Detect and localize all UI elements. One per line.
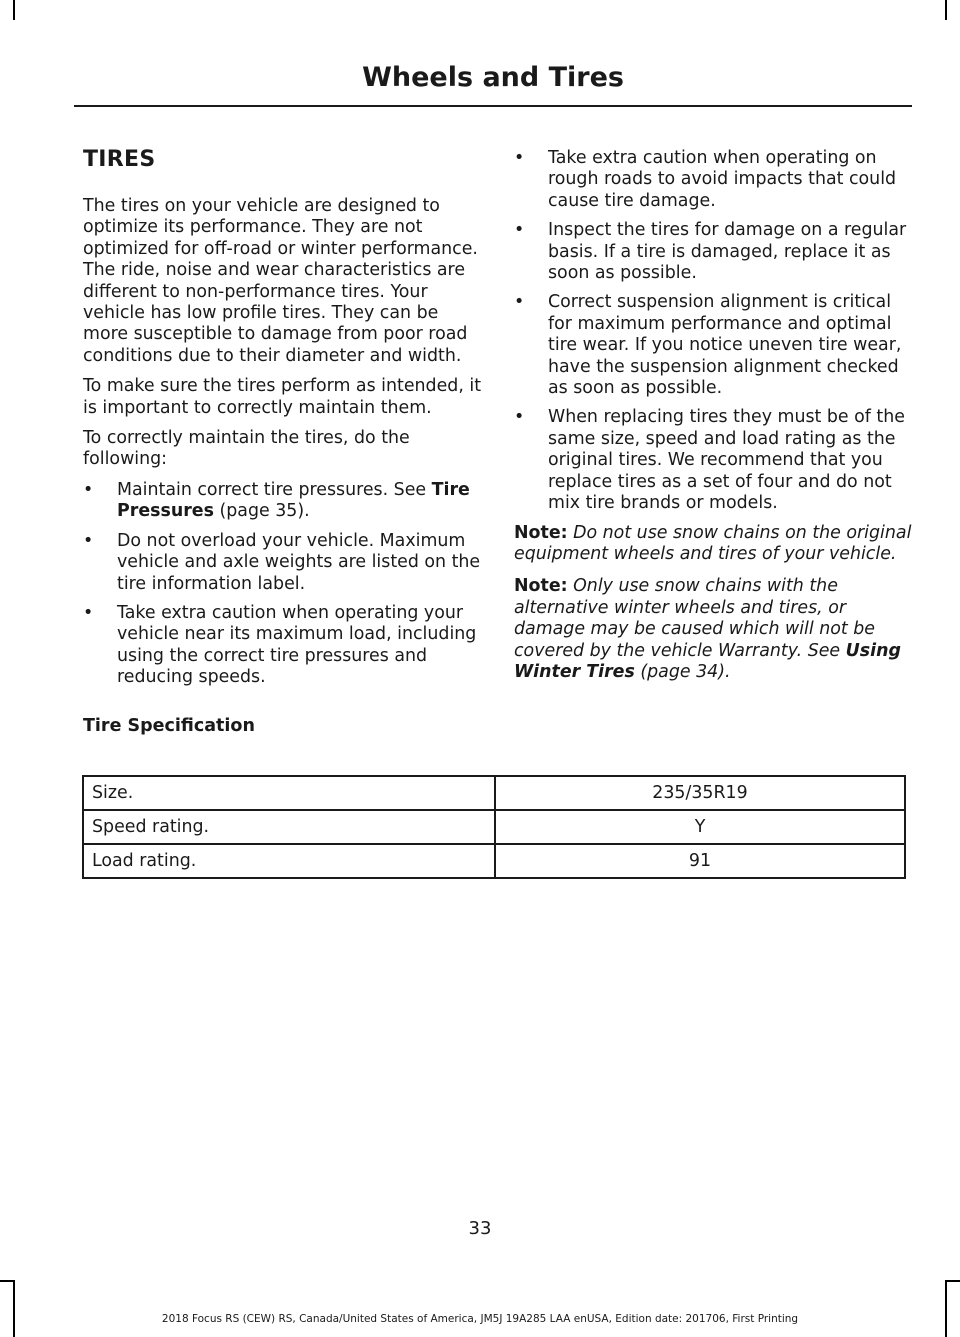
cross-reference-link[interactable]: Using Winter Tires: [514, 640, 901, 682]
list-item-text: Inspect the tires for damage on a regular basis. If a tire is damaged, replace it as soon as possible.: [548, 220, 907, 284]
bullet-icon: •: [83, 479, 94, 500]
note: [514, 523, 912, 566]
tire-spec-table: [82, 775, 906, 879]
paragraph: The tires on your vehicle are designed to optimize its performance. They are not optimized for off-road or winter performance. The ride, noise and wear characteristics are different to non-performance tires. Your vehicle has low profile tires. They can be more susceptible to damage from poor road conditions due to their diameter and width.: [83, 196, 478, 366]
crop-mark-bottom-right-h: [945, 1280, 960, 1282]
table-cell-label: Speed rating.: [83, 810, 495, 844]
list-item-text: Correct suspension alignment is critical for maximum performance and optimal tire wear. If you notice uneven tire wear, have the suspension alignment checked as soon as possible.: [548, 292, 902, 399]
table-row: [83, 776, 905, 810]
note-label: Note:: [514, 522, 568, 543]
note-text: Do not use snow chains on the original equipment wheels and tires of your vehicle.: [514, 522, 912, 564]
bullet-icon: •: [514, 220, 525, 241]
page-reference: (page 34).: [634, 661, 731, 682]
crop-mark-bottom-left-h: [0, 1280, 15, 1282]
table-cell-value: 235/35R19: [495, 776, 905, 810]
crop-mark-top-right: [945, 0, 947, 20]
note-text: Only use snow chains with the alternative winter wheels and tires, or damage may be caused which will not be covered by the vehicle Warranty. See: [514, 576, 875, 661]
note-label: Note:: [514, 576, 568, 597]
list-item-text: Do not overload your vehicle. Maximum vehicle and axle weights are listed on the tire information label.: [117, 530, 481, 594]
paragraph: To make sure the tires perform as intended, it is important to correctly maintain them.: [83, 376, 482, 418]
list-item-text: Take extra caution when operating your vehicle near its maximum load, including using the correct tire pressures and reducing speeds.: [117, 602, 477, 688]
table-cell-label: Load rating.: [83, 844, 495, 878]
list-item-text: Maintain correct tire pressures. See: [117, 479, 432, 500]
table-cell-value: 91: [495, 844, 905, 878]
cross-reference-link[interactable]: Tire Pressures: [117, 479, 470, 522]
list-item: [83, 480, 483, 523]
crop-mark-top-left: [13, 0, 15, 20]
bullet-icon: •: [514, 292, 525, 313]
left-column: [83, 146, 483, 697]
note: [514, 576, 912, 683]
spec-table-title: Tire Specification: [83, 716, 255, 736]
right-column: [514, 148, 912, 694]
bullet-icon: •: [514, 148, 525, 168]
list-item: [514, 148, 912, 212]
list-item-text: When replacing tires they must be of the same size, speed and load rating as the original tires. We recommend that you replace tires as a set of four and do not mix tire brands or models.: [548, 407, 905, 514]
crop-mark-bottom-right: [945, 1280, 947, 1337]
bullet-icon: •: [514, 407, 525, 428]
list-item: [514, 292, 912, 399]
list-item: [514, 220, 912, 284]
paragraph: To correctly maintain the tires, do the following:: [83, 428, 410, 470]
section-heading: TIRES: [83, 147, 156, 172]
crop-mark-bottom-left: [13, 1280, 15, 1337]
table-cell-value: Y: [495, 810, 905, 844]
list-item: [514, 407, 912, 514]
header-rule: [74, 105, 912, 107]
page-number: 33: [468, 1218, 492, 1239]
list-item: [83, 531, 483, 595]
table-row: [83, 810, 905, 844]
table-cell-label: Size.: [83, 776, 495, 810]
page-header: [0, 62, 960, 93]
list-item-text: Take extra caution when operating on rough roads to avoid impacts that could cause tire damage.: [548, 148, 897, 211]
footer-edition-info: 2018 Focus RS (CEW) RS, Canada/United States of America, JM5J 19A285 LAA enUSA, Edition date: 201706, First Printing: [161, 1313, 799, 1325]
page-reference: (page 35).: [213, 501, 310, 522]
list-item: [83, 603, 483, 689]
bullet-list: [514, 148, 912, 515]
bullet-list: [83, 480, 483, 689]
table-row: [83, 844, 905, 878]
bullet-icon: •: [83, 530, 94, 551]
bullet-icon: •: [83, 602, 94, 623]
page-title: Wheels and Tires: [362, 62, 624, 93]
